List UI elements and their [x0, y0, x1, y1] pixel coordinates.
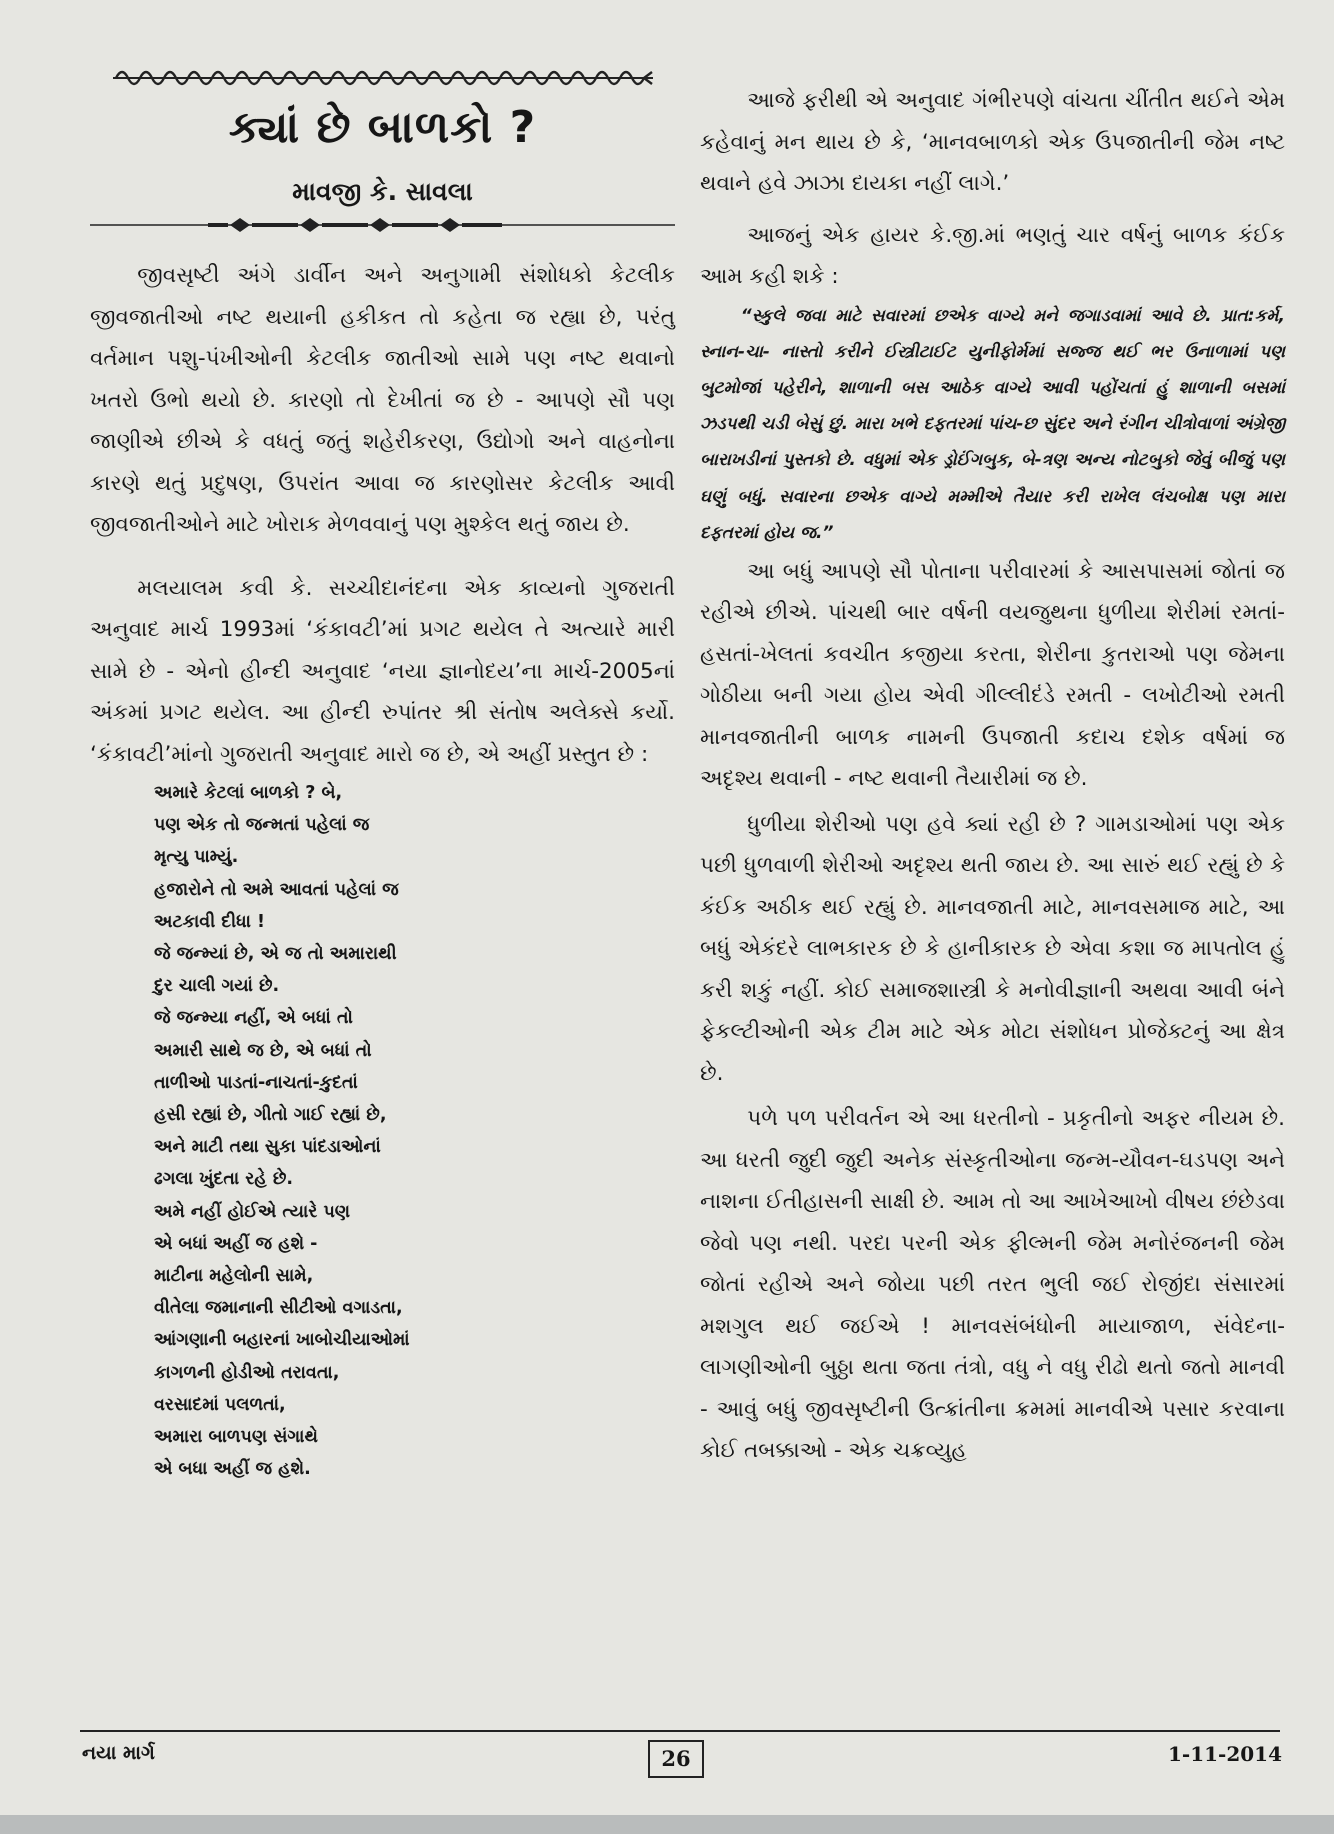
intro-paragraph: જીવસૃષ્ટી અંગે ડાર્વીન અને અનુગામી સંશોધકો કેટલીક જીવજાતીઓ નષ્ટ થયાની હકીકત તો કહેતા જ રહ્યા છે, પરંતુ વર્તમાન પશુ-પંખીઓની કેટલીક જાતીઓ સામે પણ નષ્ટ થવાનો ખતરો ઉભો થયો છે. કારણો તો દેખીતાં જ છે - આપણે સૌ પણ જાણીએ છીએ કે વધતું જતું શહેરીકરણ, ઉદ્યોગો અને વાહનોના કારણે થતું પ્રદુષણ, ઉપરાંત આવા જ કારણોસર કેટલીક આવી જીવજાતીઓને માટે ખોરાક મેળવવાનું પણ મુશ્કેલ થતું જાય છે.	[90, 263, 675, 537]
article-title: ક્યાં છે બાળકો ?	[228, 102, 537, 153]
poem-line: મૃત્યુ પામ્યું.	[154, 847, 239, 868]
poem-line: એ બધાં અહીં જ હશે -	[154, 1233, 318, 1254]
poem-line: ઢગલા ખુંદતા રહે છે.	[154, 1169, 293, 1190]
poem-line: આંગણાની બહારનાં ખાબોચીયાઓમાં	[154, 1330, 410, 1351]
poem-line: અમે નહીં હોઈએ ત્યારે પણ	[154, 1201, 351, 1222]
poem-line: જે જન્મ્યા નહીં, એ બધાં તો	[154, 1008, 353, 1029]
poem-line: અને માટી તથા સુકા પાંદડાઓનાં	[154, 1137, 381, 1158]
author-divider	[90, 213, 675, 237]
poem-line: પણ એક તો જન્મતાં પહેલાં જ	[154, 815, 370, 836]
body-paragraph: પળે પળ પરીવર્તન એ આ ધરતીનો - પ્રકૃતીનો અફર નીયમ છે. આ ધરતી જુદી જુદી અનેક સંસ્કૃતીઓના જન્મ-યૌવન-ઘડપણ અને નાશના ઈતીહાસની સાક્ષી છે. આમ તો આ આખેઆખો વીષય છંછેડવા જેવો પણ નથી. પરદા પરની એક ફીલ્મની જેમ મનોરંજનની જેમ જોતાં રહીએ અને જોયા પછી તરત ભુલી જઈ રોજીંદા સંસારમાં મશગુલ થઈ જઈએ ! માનવસંબંધોની માયાજાળ, સંવેદના-લાગણીઓની બુઠ્ઠા થતા જતા તંત્રો, વધુ ને વધુ રીઢો થતો જતો માનવી - આવું બધું જીવસૃષ્ટીની ઉત્ક્રાંતીના ક્રમમાં માનવીએ પસાર કરવાના કોઈ તબક્કાઓ - એક ચક્રવ્યુહ	[700, 1106, 1285, 1464]
poem	[154, 777, 675, 1485]
body-paragraph: આ બધું આપણે સૌ પોતાના પરીવારમાં કે આસપાસમાં જોતાં જ રહીએ છીએ. પાંચથી બાર વર્ષની વયજુથના ધુળીયા શેરીમાં રમતાં-હસતાં-ખેલતાં કવચીત કજીયા કરતા, શેરીના કુતરાઓ પણ જેમના ગોઠીયા બની ગયા હોય એવી ગીલ્લીદંડે રમતી - લખોટીઓ રમતી માનવજાતીની બાળક નામની ઉપજાતી કદાચ દશેક વર્ષમાં જ અદૃશ્ય થવાની - નષ્ટ થવાની તૈયારીમાં જ છે.	[700, 558, 1285, 792]
title-ornament	[90, 60, 675, 94]
poem-line: વીતેલા જમાનાની સીટીઓ વગાડતા,	[154, 1298, 403, 1319]
translation-paragraph: મલયાલમ કવી કે. સચ્ચીદાનંદના એક કાવ્યનો ગુજરાતી અનુવાદ માર્ચ 1993માં ‘કંકાવટી’માં પ્રગટ થયેલ તે અત્યારે મારી સામે છે - એનો હીન્દી અનુવાદ ‘નયા જ્ઞાનોદય’ના માર્ચ-2005નાં અંકમાં પ્રગટ થયેલ. આ હીન્દી રુપાંતર શ્રી સંતોષ અલેક્સે કર્યો. ‘કંકાવટી’માંનો ગુજરાતી અનુવાદ મારો જ છે, એ અહીં પ્રસ્તુત છે :	[90, 575, 675, 767]
scan-edge	[0, 1815, 1334, 1834]
poem-line: અમારે કેટલાં બાળકો ? બે,	[154, 783, 343, 803]
poem-line: અમારા બાળપણ સંગાથે	[154, 1427, 318, 1448]
poem-line: અમારી સાથે જ છે, એ બધાં તો	[154, 1040, 372, 1061]
poem-line: તાળીઓ પાડતાં-નાચતાં-કુદતાં	[154, 1072, 358, 1093]
body-paragraph: આજે ફરીથી એ અનુવાદ ગંભીરપણે વાંચતા ચીંતીત થઈને એમ કહેવાનું મન થાય છે કે, ‘માનવબાળકો એક ઉપજાતીની જેમ નષ્ટ થવાને હવે ઝાઝા દાયકા નહીં લાગે.’	[700, 88, 1285, 196]
footer-rule	[80, 1730, 1280, 1732]
poem-line: જે જન્મ્યાં છે, એ જ તો અમારાથી	[154, 944, 397, 965]
poem-line: દુર ચાલી ગયાં છે.	[154, 976, 280, 997]
poem-line: હજારોને તો અમે આવતાં પહેલાં જ	[154, 879, 399, 900]
right-column	[700, 80, 1285, 1472]
poem-line: અટકાવી દીધા !	[154, 911, 265, 932]
poem-line: માટીના મહેલોની સામે,	[154, 1266, 314, 1287]
left-column	[90, 60, 675, 1485]
body-paragraph: ધુળીયા શેરીઓ પણ હવે ક્યાં રહી છે ? ગામડાઓમાં પણ એક પછી ધુળવાળી શેરીઓ અદૃશ્ય થતી જાય છે. આ સારું થઈ રહ્યું છે કે કંઈક અઠીક થઈ રહ્યું છે. માનવજાતી માટે, માનવસમાજ માટે, આ બધું એકંદરે લાભકારક છે કે હાનીકારક છે એવા કશા જ માપતોલ હું કરી શકું નહીં. કોઈ સમાજશાસ્ત્રી કે મનોવીજ્ઞાની અથવા આવી બંને ફેકલ્ટીઓની એક ટીમ માટે એક મોટા સંશોધન પ્રોજેક્ટનું આ ક્ષેત્ર છે.	[700, 811, 1285, 1086]
poem-line: એ બધા અહીં જ હશે.	[154, 1459, 311, 1480]
body-paragraph: આજનું એક હાયર કે.જી.માં ભણતું ચાર વર્ષનું બાળક કંઈક આમ કહી શકે :	[700, 222, 1285, 289]
article-author: માવજી કે. સાવલા	[292, 177, 473, 206]
poem-line: હસી રહ્યાં છે, ગીતો ગાઈ રહ્યાં છે,	[154, 1105, 387, 1126]
child-quote: “સ્કુલે જવા માટે સવારમાં છએક વાગ્યે મને જગાડવામાં આવે છે. પ્રાત:કર્મ, સ્નાન-ચા- નાસ્તો કરીને ઈસ્ત્રીટાઈટ યુનીફોર્મમાં સજ્જ થઈ ભર ઉનાળામાં પણ બુટમોજાં પહેરીને, શાળાની બસ આઠેક વાગ્યે આવી પહોંચતાં હું શાળાની બસમાં ઝડપથી ચડી બેસું છું. મારા ખભે દફતરમાં પાંચ-છ સુંદર અને રંગીન ચીત્રોવાળાં અંગ્રેજી બારાખડીનાં પુસ્તકો છે. વધુમાં એક ડ્રોઈંગબુક, બે-ત્રણ અન્ય નોટબુકો જેવું બીજું પણ ઘણું બધું. સવારના છએક વાગ્યે મમ્મીએ તૈયાર કરી રાખેલ લંચબોક્ષ પણ મારા દફતરમાં હોય જ.”	[700, 305, 1285, 543]
page-number: 26	[648, 1740, 704, 1778]
issue-date: 1-11-2014	[1168, 1742, 1283, 1766]
magazine-name: નયા માર્ગ	[82, 1742, 155, 1764]
poem-line: કાગળની હોડીઓ તરાવતા,	[154, 1362, 340, 1383]
poem-line: વરસાદમાં પલળતાં,	[154, 1394, 286, 1415]
